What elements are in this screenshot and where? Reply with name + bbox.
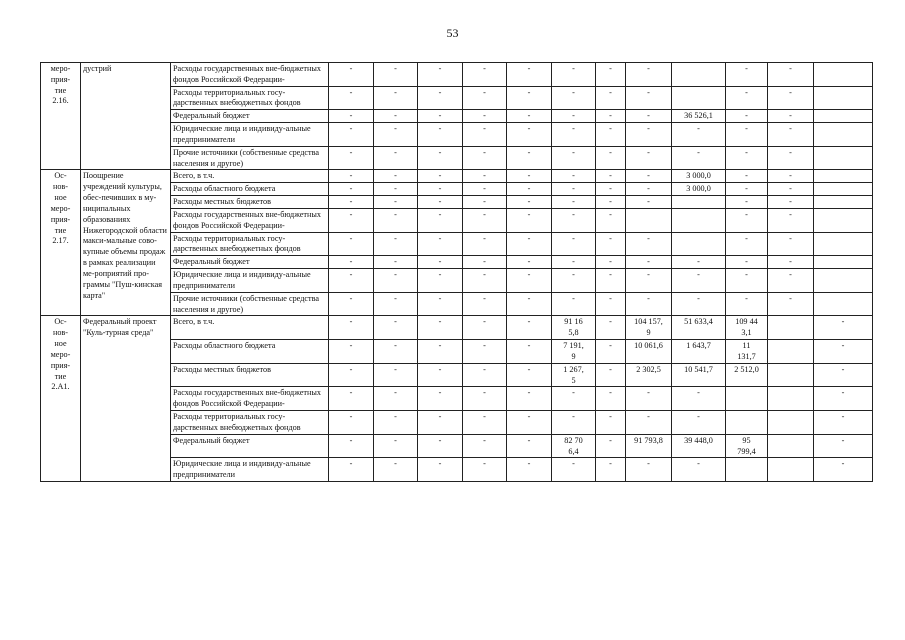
value-cell: [814, 292, 873, 316]
value-cell: -: [329, 232, 374, 256]
value-cell: -: [374, 208, 418, 232]
value-cell: -: [374, 292, 418, 316]
value-cell: -: [552, 146, 596, 170]
funding-source: Федеральный бюджет: [171, 256, 329, 269]
value-cell: -: [463, 340, 507, 364]
value-cell: -: [626, 146, 672, 170]
value-cell: -: [374, 256, 418, 269]
value-cell: -: [507, 196, 552, 209]
value-cell: -: [552, 208, 596, 232]
value-cell: -: [507, 146, 552, 170]
value-cell: -: [626, 86, 672, 110]
value-cell: -: [329, 123, 374, 147]
value-cell: -: [507, 340, 552, 364]
value-cell: -: [552, 269, 596, 293]
value-cell: -: [596, 110, 626, 123]
page-number: 53: [446, 26, 459, 40]
budget-table-body: [41, 63, 873, 482]
value-cell: -: [507, 208, 552, 232]
value-cell: -: [463, 387, 507, 411]
value-cell: -: [552, 196, 596, 209]
value-cell: -: [507, 170, 552, 183]
value-cell: [672, 86, 726, 110]
value-cell: -: [768, 110, 814, 123]
value-cell: -: [507, 434, 552, 458]
value-cell: [768, 363, 814, 387]
value-cell: -: [507, 183, 552, 196]
value-cell: -: [672, 256, 726, 269]
value-cell: -: [596, 363, 626, 387]
value-cell: -: [552, 292, 596, 316]
value-cell: -: [418, 340, 463, 364]
value-cell: -: [329, 183, 374, 196]
value-cell: -: [596, 387, 626, 411]
value-cell: -: [596, 292, 626, 316]
measure-name: Поощрение учреждений культуры, обес-печивших в му-ниципальных образованиях Нижегородской области макси-мальные сово-купные объемы продаж в рамках реализации ме-роприятий про-граммы "Пуш-кинская карта": [81, 170, 171, 316]
value-cell: 36 526,1: [672, 110, 726, 123]
value-cell: -: [463, 110, 507, 123]
value-cell: -: [463, 86, 507, 110]
funding-source: Юридические лица и индивиду-альные предприниматели: [171, 123, 329, 147]
value-cell: -: [329, 269, 374, 293]
value-cell: -: [626, 110, 672, 123]
value-cell: -: [814, 458, 873, 482]
value-cell: -: [329, 411, 374, 435]
value-cell: -: [768, 269, 814, 293]
value-cell: -: [463, 363, 507, 387]
value-cell: -: [507, 458, 552, 482]
value-cell: 7 191, 9: [552, 340, 596, 364]
value-cell: [768, 458, 814, 482]
value-cell: -: [552, 232, 596, 256]
funding-source: Юридические лица и индивиду-альные предприниматели: [171, 458, 329, 482]
value-cell: -: [374, 269, 418, 293]
value-cell: -: [626, 458, 672, 482]
value-cell: 10 541,7: [672, 363, 726, 387]
value-cell: -: [726, 146, 768, 170]
funding-source: Расходы территориальных госу-дарственных внебюджетных фондов: [171, 86, 329, 110]
value-cell: -: [463, 269, 507, 293]
value-cell: [672, 208, 726, 232]
value-cell: -: [329, 110, 374, 123]
value-cell: [726, 458, 768, 482]
value-cell: -: [726, 208, 768, 232]
value-cell: -: [596, 232, 626, 256]
value-cell: -: [726, 269, 768, 293]
value-cell: -: [672, 269, 726, 293]
funding-source: Прочие источники (собственные средства населения и другое): [171, 292, 329, 316]
value-cell: -: [418, 434, 463, 458]
value-cell: -: [552, 183, 596, 196]
value-cell: 2 512,0: [726, 363, 768, 387]
value-cell: -: [507, 292, 552, 316]
value-cell: -: [768, 208, 814, 232]
value-cell: [672, 63, 726, 87]
value-cell: -: [768, 256, 814, 269]
funding-source: Расходы государственных вне-бюджетных фондов Российской Федерации-: [171, 387, 329, 411]
value-cell: 3 000,0: [672, 170, 726, 183]
funding-source: Расходы государственных вне-бюджетных фондов Российской Федерации-: [171, 208, 329, 232]
value-cell: -: [463, 208, 507, 232]
table-row: [41, 63, 873, 87]
measure-name: Федеральный проект "Куль-турная среда": [81, 316, 171, 482]
value-cell: -: [726, 256, 768, 269]
value-cell: -: [463, 458, 507, 482]
value-cell: -: [329, 196, 374, 209]
value-cell: -: [814, 434, 873, 458]
value-cell: -: [814, 411, 873, 435]
value-cell: -: [596, 434, 626, 458]
value-cell: -: [596, 340, 626, 364]
value-cell: -: [626, 170, 672, 183]
value-cell: -: [626, 256, 672, 269]
funding-source: Расходы государственных вне-бюджетных фондов Российской Федерации-: [171, 63, 329, 87]
value-cell: -: [463, 316, 507, 340]
funding-source: Расходы местных бюджетов: [171, 363, 329, 387]
value-cell: [768, 387, 814, 411]
value-cell: -: [596, 256, 626, 269]
value-cell: -: [814, 340, 873, 364]
value-cell: 91 16 5,8: [552, 316, 596, 340]
value-cell: -: [374, 196, 418, 209]
value-cell: -: [374, 340, 418, 364]
value-cell: -: [374, 63, 418, 87]
value-cell: -: [672, 458, 726, 482]
value-cell: -: [507, 86, 552, 110]
value-cell: -: [374, 316, 418, 340]
funding-source: Расходы областного бюджета: [171, 340, 329, 364]
funding-source: Всего, в т.ч.: [171, 170, 329, 183]
value-cell: -: [768, 292, 814, 316]
value-cell: -: [626, 183, 672, 196]
value-cell: [768, 411, 814, 435]
value-cell: -: [596, 411, 626, 435]
value-cell: -: [552, 411, 596, 435]
value-cell: [814, 208, 873, 232]
value-cell: 1 267, 5: [552, 363, 596, 387]
value-cell: -: [672, 146, 726, 170]
value-cell: [672, 196, 726, 209]
value-cell: -: [552, 256, 596, 269]
value-cell: -: [463, 196, 507, 209]
value-cell: [768, 340, 814, 364]
value-cell: -: [418, 256, 463, 269]
value-cell: -: [329, 434, 374, 458]
value-cell: -: [726, 170, 768, 183]
value-cell: 2 302,5: [626, 363, 672, 387]
value-cell: -: [463, 292, 507, 316]
value-cell: -: [726, 183, 768, 196]
value-cell: -: [418, 269, 463, 293]
value-cell: -: [768, 183, 814, 196]
funding-source: Юридические лица и индивиду-альные предприниматели: [171, 269, 329, 293]
value-cell: -: [507, 387, 552, 411]
value-cell: -: [507, 232, 552, 256]
value-cell: -: [329, 146, 374, 170]
value-cell: -: [329, 363, 374, 387]
value-cell: -: [726, 123, 768, 147]
value-cell: [726, 387, 768, 411]
value-cell: [814, 146, 873, 170]
value-cell: -: [374, 458, 418, 482]
table-row: [41, 170, 873, 183]
value-cell: -: [418, 316, 463, 340]
value-cell: -: [329, 170, 374, 183]
value-cell: -: [626, 411, 672, 435]
value-cell: -: [768, 123, 814, 147]
funding-source: Федеральный бюджет: [171, 110, 329, 123]
budget-table: [40, 62, 873, 482]
measure-name: дустрий: [81, 63, 171, 170]
value-cell: -: [418, 387, 463, 411]
value-cell: [814, 183, 873, 196]
value-cell: -: [596, 146, 626, 170]
value-cell: -: [507, 363, 552, 387]
value-cell: -: [329, 63, 374, 87]
value-cell: -: [596, 196, 626, 209]
value-cell: -: [626, 387, 672, 411]
value-cell: -: [726, 196, 768, 209]
value-cell: -: [329, 316, 374, 340]
value-cell: [814, 110, 873, 123]
value-cell: 3 000,0: [672, 183, 726, 196]
value-cell: -: [418, 232, 463, 256]
value-cell: -: [418, 170, 463, 183]
value-cell: -: [418, 123, 463, 147]
value-cell: -: [329, 387, 374, 411]
value-cell: -: [672, 411, 726, 435]
value-cell: -: [507, 123, 552, 147]
value-cell: [672, 232, 726, 256]
value-cell: -: [418, 292, 463, 316]
value-cell: [814, 123, 873, 147]
value-cell: -: [626, 269, 672, 293]
value-cell: [814, 269, 873, 293]
value-cell: -: [507, 63, 552, 87]
value-cell: 1 643,7: [672, 340, 726, 364]
value-cell: -: [374, 363, 418, 387]
value-cell: -: [626, 123, 672, 147]
funding-source: Расходы местных бюджетов: [171, 196, 329, 209]
value-cell: -: [418, 183, 463, 196]
value-cell: -: [463, 63, 507, 87]
value-cell: 10 061,6: [626, 340, 672, 364]
value-cell: -: [374, 183, 418, 196]
value-cell: -: [463, 256, 507, 269]
value-cell: -: [726, 86, 768, 110]
funding-source: Расходы областного бюджета: [171, 183, 329, 196]
value-cell: -: [596, 208, 626, 232]
value-cell: -: [418, 86, 463, 110]
value-cell: -: [463, 146, 507, 170]
value-cell: -: [507, 269, 552, 293]
value-cell: -: [329, 458, 374, 482]
value-cell: -: [374, 411, 418, 435]
value-cell: [814, 232, 873, 256]
value-cell: -: [672, 387, 726, 411]
value-cell: [768, 316, 814, 340]
value-cell: 95 799,4: [726, 434, 768, 458]
value-cell: 104 157, 9: [626, 316, 672, 340]
value-cell: -: [768, 63, 814, 87]
value-cell: -: [726, 63, 768, 87]
value-cell: -: [374, 86, 418, 110]
value-cell: 91 793,8: [626, 434, 672, 458]
funding-source: Федеральный бюджет: [171, 434, 329, 458]
value-cell: -: [768, 86, 814, 110]
value-cell: -: [596, 170, 626, 183]
value-cell: -: [552, 458, 596, 482]
value-cell: -: [552, 63, 596, 87]
value-cell: -: [463, 232, 507, 256]
value-cell: -: [596, 316, 626, 340]
value-cell: 11 131,7: [726, 340, 768, 364]
value-cell: -: [329, 256, 374, 269]
measure-code: Ос- нов- ное меро- прия- тие 2.17.: [41, 170, 81, 316]
value-cell: -: [626, 63, 672, 87]
measure-code: Ос- нов- ное меро- прия- тие 2.А1.: [41, 316, 81, 482]
value-cell: -: [507, 256, 552, 269]
value-cell: -: [374, 110, 418, 123]
value-cell: -: [507, 316, 552, 340]
value-cell: -: [418, 411, 463, 435]
value-cell: -: [626, 232, 672, 256]
value-cell: -: [374, 170, 418, 183]
value-cell: -: [596, 183, 626, 196]
value-cell: -: [374, 434, 418, 458]
value-cell: -: [552, 110, 596, 123]
value-cell: -: [596, 458, 626, 482]
value-cell: [814, 170, 873, 183]
value-cell: -: [814, 316, 873, 340]
value-cell: -: [463, 123, 507, 147]
value-cell: [814, 196, 873, 209]
value-cell: -: [768, 170, 814, 183]
value-cell: -: [463, 183, 507, 196]
value-cell: -: [463, 434, 507, 458]
value-cell: -: [374, 232, 418, 256]
value-cell: 39 448,0: [672, 434, 726, 458]
value-cell: -: [552, 170, 596, 183]
value-cell: -: [418, 458, 463, 482]
value-cell: -: [814, 387, 873, 411]
value-cell: -: [768, 232, 814, 256]
value-cell: -: [552, 387, 596, 411]
value-cell: -: [418, 208, 463, 232]
value-cell: -: [329, 292, 374, 316]
value-cell: -: [418, 146, 463, 170]
value-cell: -: [374, 387, 418, 411]
value-cell: -: [374, 123, 418, 147]
value-cell: -: [418, 63, 463, 87]
funding-source: Прочие источники (собственные средства населения и другое): [171, 146, 329, 170]
value-cell: -: [596, 63, 626, 87]
value-cell: -: [507, 411, 552, 435]
funding-source: Всего, в т.ч.: [171, 316, 329, 340]
value-cell: -: [418, 110, 463, 123]
value-cell: [726, 411, 768, 435]
value-cell: -: [418, 196, 463, 209]
value-cell: -: [418, 363, 463, 387]
value-cell: -: [626, 196, 672, 209]
funding-source: Расходы территориальных госу-дарственных внебюджетных фондов: [171, 411, 329, 435]
value-cell: [814, 256, 873, 269]
table-row: [41, 316, 873, 340]
value-cell: [814, 63, 873, 87]
value-cell: -: [814, 363, 873, 387]
value-cell: [814, 86, 873, 110]
value-cell: -: [626, 292, 672, 316]
value-cell: -: [726, 292, 768, 316]
value-cell: -: [596, 86, 626, 110]
measure-code: меро- прия- тие 2.16.: [41, 63, 81, 170]
value-cell: -: [672, 292, 726, 316]
value-cell: -: [726, 110, 768, 123]
value-cell: -: [463, 411, 507, 435]
value-cell: -: [672, 123, 726, 147]
funding-source: Расходы территориальных госу-дарственных внебюджетных фондов: [171, 232, 329, 256]
value-cell: 109 44 3,1: [726, 316, 768, 340]
value-cell: -: [596, 269, 626, 293]
value-cell: -: [507, 110, 552, 123]
value-cell: [626, 208, 672, 232]
value-cell: [768, 434, 814, 458]
value-cell: -: [463, 170, 507, 183]
value-cell: 82 70 6,4: [552, 434, 596, 458]
value-cell: -: [726, 232, 768, 256]
value-cell: -: [596, 123, 626, 147]
value-cell: -: [768, 146, 814, 170]
value-cell: -: [374, 146, 418, 170]
value-cell: -: [768, 196, 814, 209]
value-cell: -: [329, 208, 374, 232]
value-cell: 51 633,4: [672, 316, 726, 340]
value-cell: -: [329, 340, 374, 364]
value-cell: -: [552, 123, 596, 147]
value-cell: -: [552, 86, 596, 110]
value-cell: -: [329, 86, 374, 110]
